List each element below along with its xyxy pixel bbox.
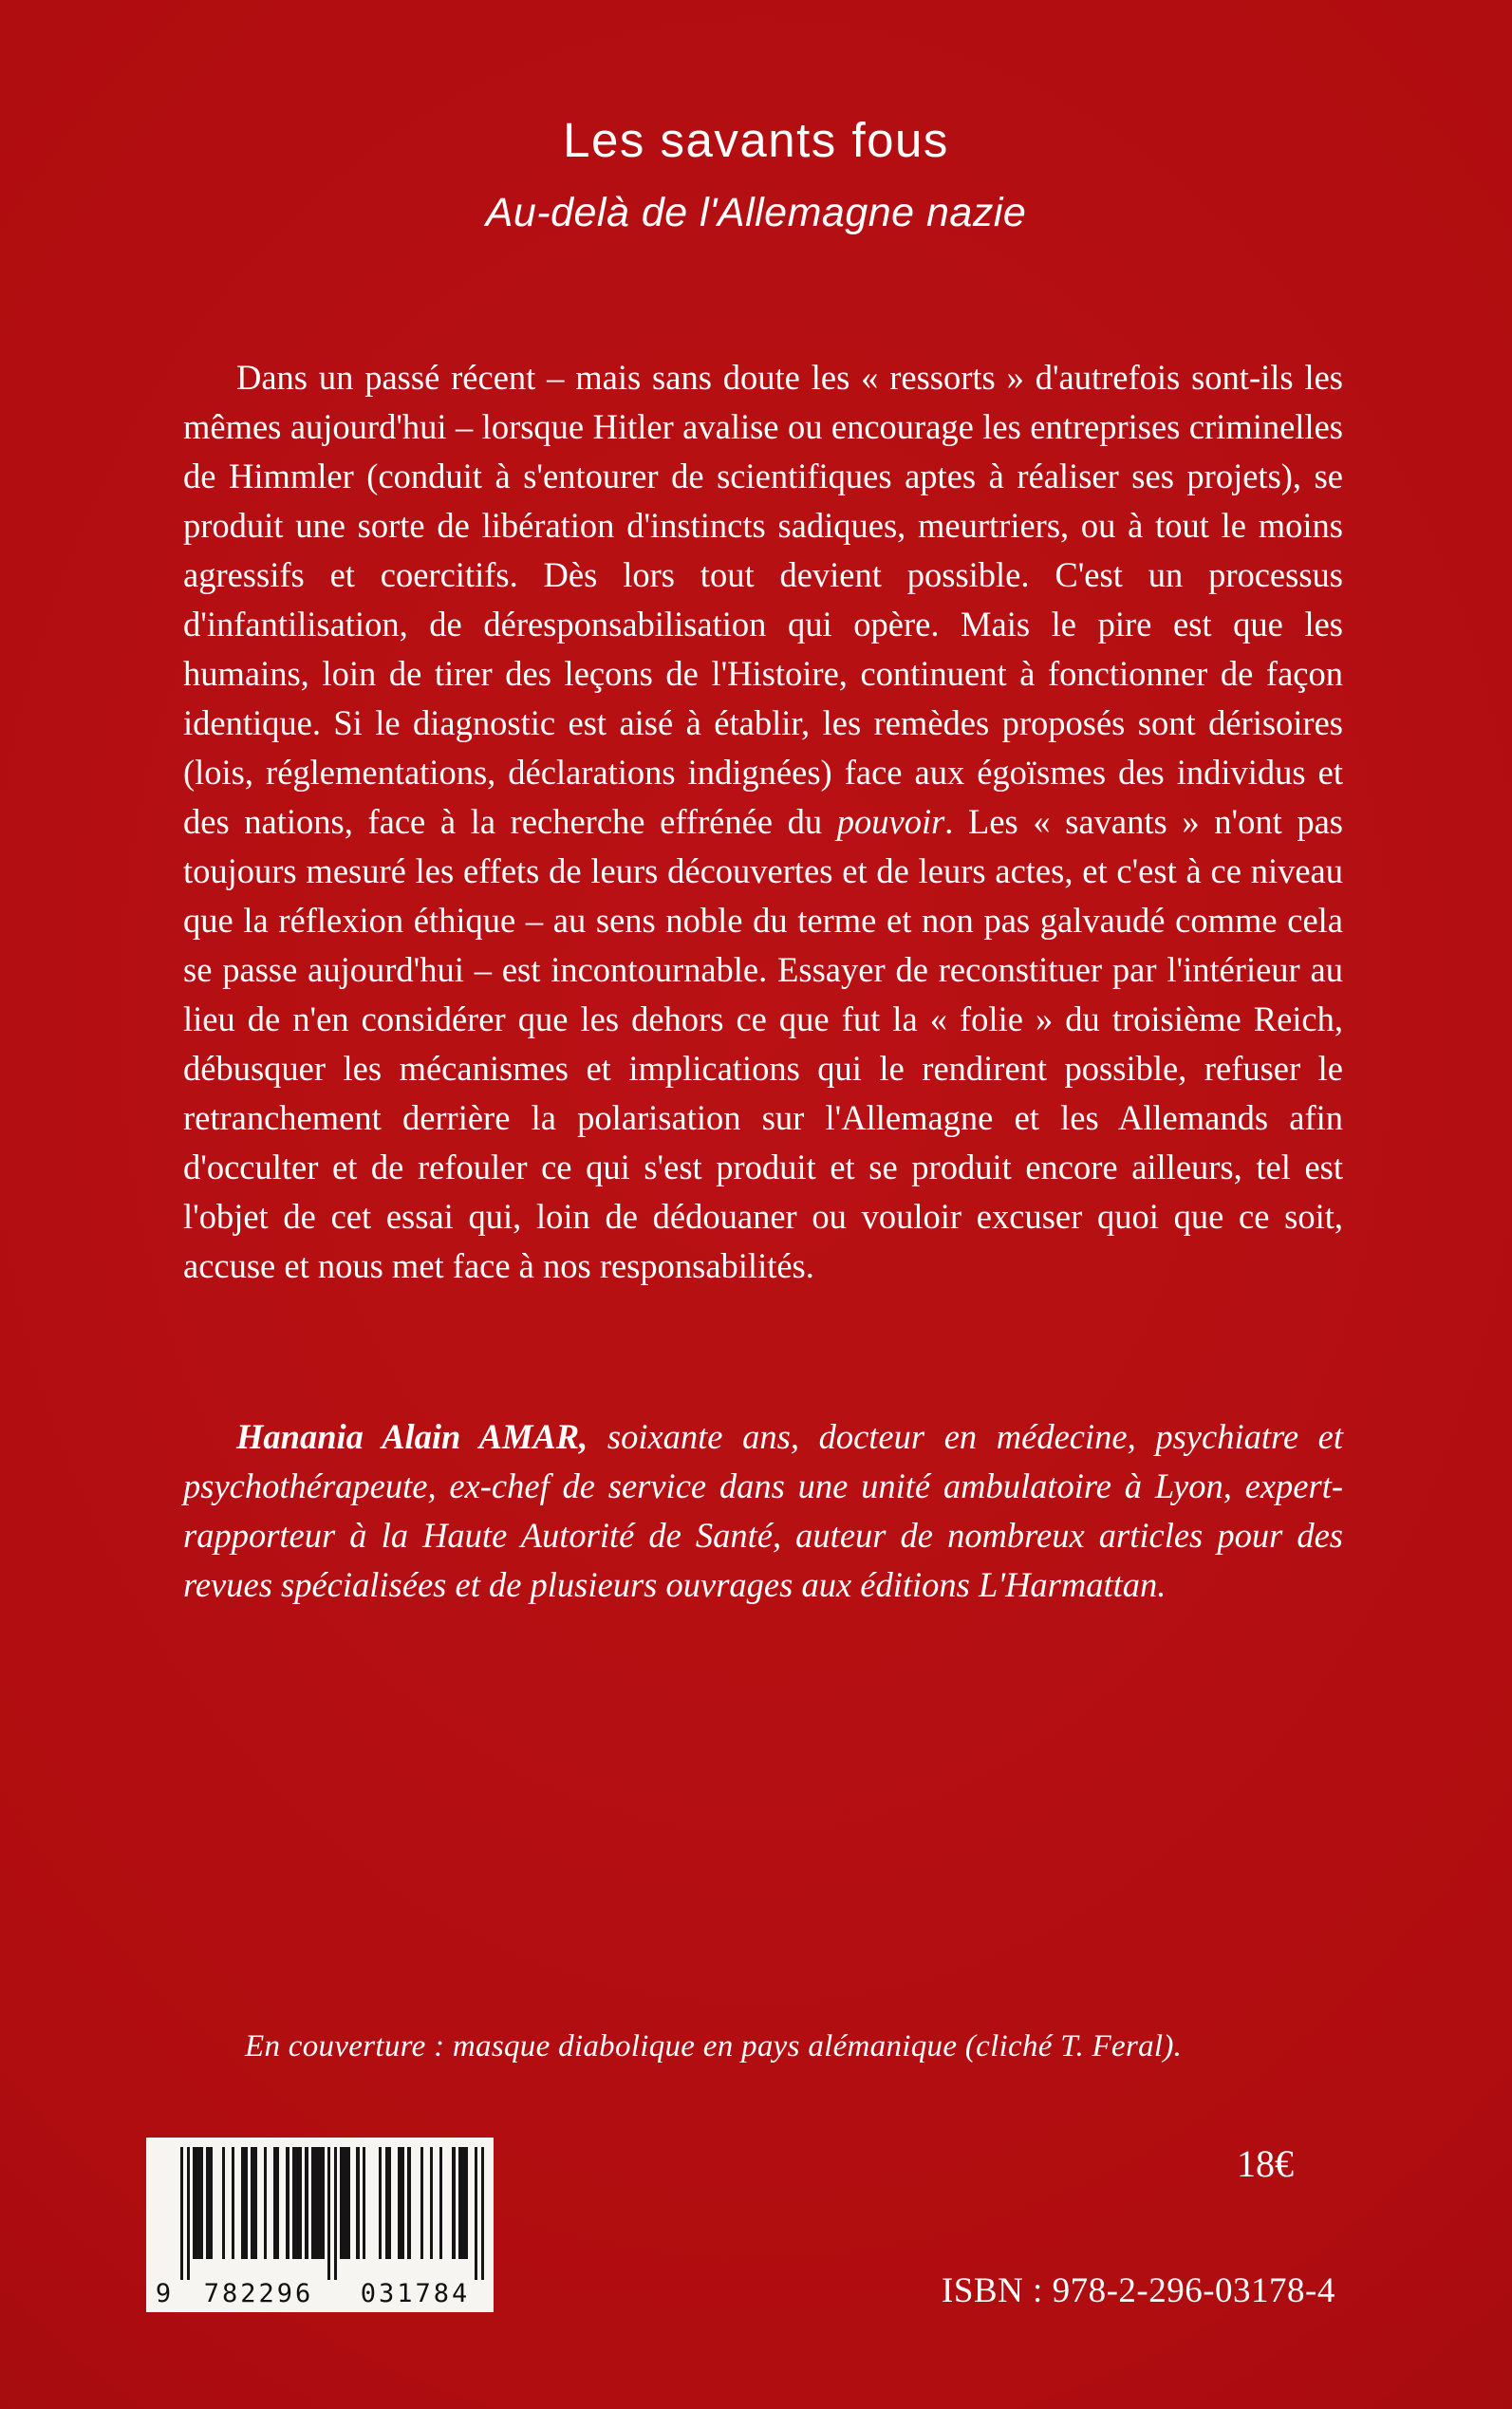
synopsis-italic-word: pouvoir [836,802,945,841]
book-title: Les savants fous [563,113,949,167]
barcode [146,2138,494,2312]
isbn: ISBN : 978-2-296-03178-4 [942,2271,1335,2310]
barcode-number [146,2279,494,2308]
synopsis-text-part1: Dans un passé récent – mais sans doute les « ressorts » d'autrefois sont-ils les mêmes aujourd'hui – lorsque Hitler avalise ou encourage les entreprises criminelles de Himmler (conduit à s'entourer de scientifiques aptes à réaliser ses projets), se produit une sorte de libération d'instincts sadiques, meurtriers, ou à tout le moins agressifs et coercitifs. Dès lors tout devient possible. C'est un processus d'infantilisation, de déresponsabilisation qui opère. Mais le pire est que les humains, loin de tirer des leçons de l'Histoire, continuent à fonctionner de façon identique. Si le diagnostic est aisé à établir, les remèdes proposés sont dérisoires (lois, réglementations, déclarations indignées) face aux égoïsmes des individus et des nations, face à la recherche effrénée du [183,358,1343,841]
author-bio-text: soixante ans, docteur en médecine, psychiatre et psychothérapeute, ex-chef de service dans une unité ambulatoire à Lyon, expert-rapporteur à la Haute Autorité de Santé, auteur de nombreux articles pour des revues spécialisées et de plusieurs ouvrages aux éditions L'Harmattan. [183,1417,1344,1604]
barcode-digits-group1: 782296 [203,2279,314,2308]
book-subtitle: Au-delà de l'Allemagne nazie [485,190,1027,235]
synopsis-paragraph [183,353,1343,1291]
barcode-bars [180,2147,484,2259]
barcode-digit-system: 9 [155,2279,172,2308]
cover-note: En couverture : masque diabolique en pays alémanique (cliché T. Feral). [245,2029,1183,2064]
synopsis-text-part2: . Les « savants » n'ont pas toujours mesuré les effets de leurs découvertes et de leurs actes, et c'est à ce niveau que la réflexion éthique – au sens noble du terme et non pas galvaudé comme cela se passe aujourd'hui – est incontournable. Essayer de reconstituer par l'intérieur au lieu de n'en considérer que les dehors ce que fut la « folie » du troisième Reich, débusquer les mécanismes et implications qui le rendirent possible, refuser le retranchement derrière la polarisation sur l'Allemagne et les Allemands afin d'occulter et de refouler ce qui s'est produit et se produit encore ailleurs, tel est l'objet de cet essai qui, loin de dédouaner ou vouloir excuser quoi que ce soit, accuse et nous met face à nos responsabilités. [183,802,1343,1285]
price: 18€ [1237,2142,1294,2185]
barcode-digits-group2: 031784 [360,2279,471,2308]
author-name: Hanania Alain AMAR, [236,1417,588,1456]
author-bio [183,1412,1343,1610]
